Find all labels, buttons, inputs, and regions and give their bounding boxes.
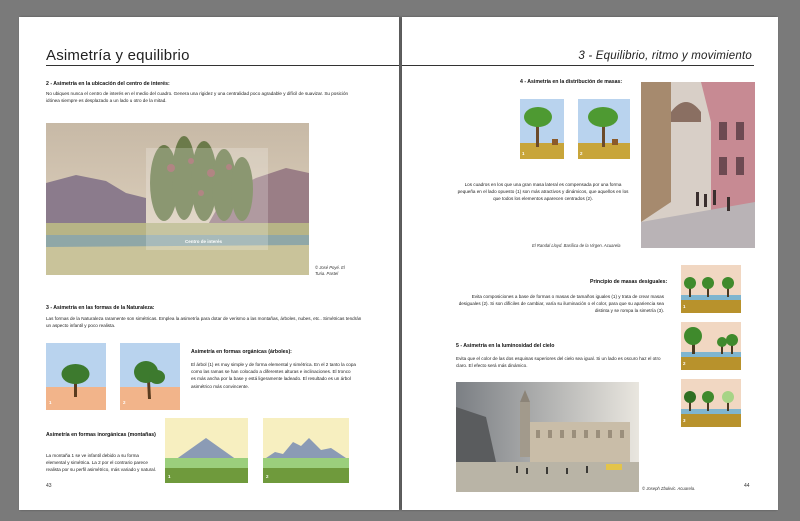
tree-2-illustration: [120, 343, 180, 410]
page-title: Asimetría y equilibrio: [46, 47, 190, 64]
mountain-1-number: 1: [168, 474, 171, 479]
masses-image-2: [578, 99, 630, 159]
inorganic-heading: Asimetría en formas inorgánicas (montañas): [46, 432, 156, 438]
principle-text: Evita composiciones a base de formas o masas de tamaños iguales (1) y trata de crear masas desiguales (2). Si son difíciles de cambiar, varía su iluminación o el color, para que su apariencia sea distinta y se rompa la simetría (3).: [458, 294, 664, 314]
section-2-heading: 2 - Asimetría en la ubicación del centro de interés:: [46, 81, 170, 87]
section-5-heading: 5 - Asimetría en la luminosidad del cielo: [456, 343, 555, 349]
mountain-2-number: 2: [266, 474, 269, 479]
section-3-text: Las formas de la Naturaleza raramente son simétricas. Emplea la asimetría para dotar de verismo a las montañas, árboles, nubes, etc.. Simétricas tendrán un aspecto infantil y poco realista.: [46, 316, 362, 329]
section-4-text: Los cuadros en los que una gran masa lateral es compensada por una forma pequeña en el lado opuesto (1) son más atractivos y dinámicos, que aquellos en los que todos los elementos aparecen centrados (2).: [457, 182, 629, 202]
section-3-heading: 3 - Asimetría en las formas de la Naturaleza:: [46, 305, 155, 311]
page-number-left: 43: [46, 483, 52, 489]
right-page: [402, 17, 778, 510]
unequal-masses-2: [681, 322, 741, 370]
mountain-2-illustration: [263, 418, 349, 483]
section-2-text: No ubiques nunca el centro de interés en el medio del cuadro. Genera una rigidez y una centralidad poco agradable y difícil de suavizar. Su posición idónea siempre es desplazado a un lado u otro de la mitad.: [46, 91, 349, 104]
unequal-masses-2-number: 2: [683, 361, 686, 366]
mountain-1-illustration: [165, 418, 248, 483]
city-watercolor: [456, 382, 639, 492]
city-caption: © Joseph Zbukvic. Acuarela.: [642, 486, 696, 491]
section-4-caption: El Randal Lloyd. Basílica de la Virgen. Acuarela: [532, 243, 621, 248]
unequal-masses-1: [681, 265, 741, 313]
unequal-masses-3: [681, 379, 741, 427]
page-number-right: 44: [744, 483, 750, 489]
masses-image-1-number: 1: [522, 151, 525, 156]
masses-image-1: [520, 99, 564, 159]
landscape-painting: [46, 123, 309, 275]
masses-image-2-number: 2: [580, 151, 583, 156]
inorganic-text: La montaña 1 se ve infantil debido a su forma elemental y simétrica. La 2 por el contrario parece realista por su perfil asimétrico, más variado y natural.: [46, 453, 157, 473]
unequal-masses-3-number: 3: [683, 418, 686, 423]
center-of-interest-label: Centro de interés: [185, 239, 223, 244]
organic-text: El árbol (1) es muy simple y de forma elemental y simétrica. En el 2 tanto la copa como las ramas se han colocado a diferentes alturas e inclinaciones. El tronco es más ancha por la base y está ligeramente ladeado. El resultado es un árbol asimétrico más convincente.: [191, 362, 356, 389]
tree-2-number: 2: [123, 400, 126, 405]
chapter-title: 3 - Equilibrio, ritmo y movimiento: [578, 50, 752, 62]
principle-heading: Principio de masas desiguales:: [590, 279, 668, 285]
title-rule-right: [402, 65, 754, 66]
section-4-heading: 4 - Asimetría en la distribución de masas:: [520, 79, 623, 85]
title-rule: [46, 65, 399, 66]
tree-1-number: 1: [49, 400, 52, 405]
unequal-masses-1-number: 1: [683, 304, 686, 309]
organic-heading: Asimetría en formas orgánicas (árboles):: [191, 349, 292, 355]
left-page: [19, 17, 399, 510]
section-5-text: Evita que el color de las dos esquinas superiores del cielo sea igual. Si un lado es oscuro haz el otro claro. El efecto será más dinámico.: [456, 356, 661, 369]
painting-caption: © José Poyé. El Turia. Pastel: [315, 265, 345, 276]
street-watercolor: [641, 82, 755, 248]
tree-1-illustration: [46, 343, 106, 410]
